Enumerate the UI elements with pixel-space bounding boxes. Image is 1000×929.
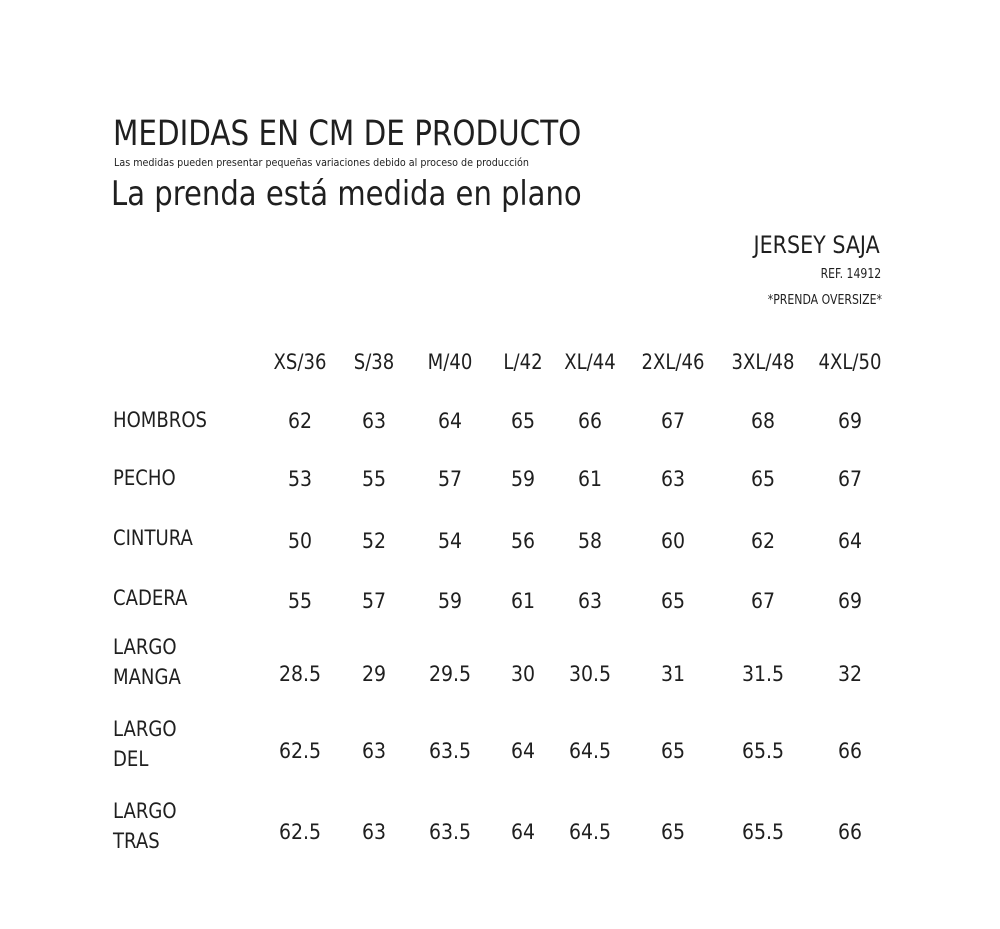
measurement-cell: 28.5	[278, 662, 322, 686]
size-header: M/40	[427, 350, 473, 374]
measurement-cell: 55	[287, 589, 313, 613]
measurement-cell: 65.5	[741, 739, 785, 763]
size-header: 3XL/48	[731, 350, 795, 374]
measurement-cell: 63	[361, 739, 387, 763]
measurement-cell: 69	[837, 589, 863, 613]
measurement-cell: 64	[510, 820, 536, 844]
measurement-cell: 50	[287, 529, 313, 553]
measurement-cell: 64	[510, 739, 536, 763]
measurement-cell: 54	[437, 529, 463, 553]
measurement-cell: 63	[361, 820, 387, 844]
measurement-cell: 64	[837, 529, 863, 553]
measurement-cell: 62.5	[278, 739, 322, 763]
measurement-cell: 67	[660, 409, 686, 433]
measurement-cell: 66	[837, 739, 863, 763]
measurement-cell: 56	[510, 529, 536, 553]
size-header: L/42	[503, 350, 543, 374]
measurement-cell: 65	[510, 409, 536, 433]
size-header: S/38	[353, 350, 395, 374]
size-header: XS/36	[273, 350, 327, 374]
product-reference: REF. 14912	[820, 267, 881, 282]
size-header: 4XL/50	[818, 350, 882, 374]
measurement-cell: 67	[750, 589, 776, 613]
row-label: CADERA	[113, 586, 188, 610]
measurement-cell: 64.5	[568, 820, 612, 844]
measurement-cell: 62	[287, 409, 313, 433]
measurement-cell: 64.5	[568, 739, 612, 763]
measurement-cell: 62.5	[278, 820, 322, 844]
measurement-cell: 32	[837, 662, 863, 686]
row-label: HOMBROS	[113, 408, 207, 432]
measurement-cell: 68	[750, 409, 776, 433]
measurement-cell: 66	[837, 820, 863, 844]
measurement-cell: 55	[361, 467, 387, 491]
measurement-cell: 65.5	[741, 820, 785, 844]
measurement-cell: 67	[837, 467, 863, 491]
measurement-cell: 63	[577, 589, 603, 613]
measurement-cell: 65	[750, 467, 776, 491]
measurement-cell: 57	[437, 467, 463, 491]
row-label: LARGO DEL	[113, 717, 177, 771]
measurement-cell: 63	[361, 409, 387, 433]
measurement-cell: 65	[660, 739, 686, 763]
measurement-cell: 66	[577, 409, 603, 433]
measurement-cell: 61	[510, 589, 536, 613]
measurement-cell: 53	[287, 467, 313, 491]
measurement-cell: 30	[510, 662, 536, 686]
measurement-cell: 64	[437, 409, 463, 433]
measurement-cell: 29.5	[428, 662, 472, 686]
measurement-cell: 59	[437, 589, 463, 613]
measurement-cell: 60	[660, 529, 686, 553]
row-label: CINTURA	[113, 526, 193, 550]
measurement-cell: 30.5	[568, 662, 612, 686]
measurement-cell: 58	[577, 529, 603, 553]
measurement-cell: 29	[361, 662, 387, 686]
row-label: PECHO	[113, 466, 176, 490]
measurement-cell: 59	[510, 467, 536, 491]
measurement-cell: 63.5	[428, 820, 472, 844]
measurement-cell: 61	[577, 467, 603, 491]
product-name: JERSEY SAJA	[753, 231, 880, 259]
measurement-cell: 31.5	[741, 662, 785, 686]
measurement-cell: 63	[660, 467, 686, 491]
variation-disclaimer: Las medidas pueden presentar pequeñas variaciones debido al proceso de producción	[114, 156, 529, 169]
measurement-cell: 52	[361, 529, 387, 553]
size-header: 2XL/46	[641, 350, 705, 374]
measurement-cell: 65	[660, 589, 686, 613]
measurement-cell: 69	[837, 409, 863, 433]
size-header: XL/44	[564, 350, 616, 374]
row-label: LARGO TRAS	[113, 799, 177, 853]
row-label: LARGO MANGA	[113, 635, 181, 689]
measurement-note: La prenda está medida en plano	[111, 174, 582, 214]
measurement-cell: 63.5	[428, 739, 472, 763]
oversize-note: *PRENDA OVERSIZE*	[767, 293, 882, 308]
page-title: MEDIDAS EN CM DE PRODUCTO	[113, 114, 582, 154]
measurement-cell: 62	[750, 529, 776, 553]
measurement-cell: 65	[660, 820, 686, 844]
measurement-cell: 31	[660, 662, 686, 686]
measurement-cell: 57	[361, 589, 387, 613]
